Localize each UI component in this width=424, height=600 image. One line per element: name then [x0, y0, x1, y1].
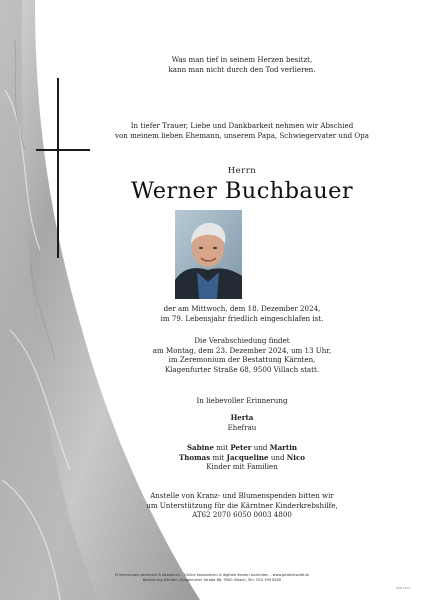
- salutation: Herrn: [227, 166, 257, 176]
- family-row: Thomas mit Jacqueline und Nico: [178, 452, 306, 462]
- death-notice: der am Mittwoch, dem 18. Dezember 2024, im 79. Lebensjahr friedlich eingeschlafen ist.: [160, 304, 324, 323]
- footer-info: Erinnerungen sammeln & bewahren – Online kondolieren & digitale Kerzen anzünden – www.gedenkseite.at Bestattung Kärnten, Klagenfurter Straße 68, 9500 Villach, Tel.: 050 199 6500: [115, 573, 309, 582]
- spouse-role: Ehefrau: [227, 423, 257, 432]
- farewell-info: Die Verabschiedung findet am Montag, dem 23. Dezember 2024, um 13 Uhr, im Zeremonium der Bestattung Kärnten, Klagenfurter Straße 68, 9500 Villach statt.: [152, 336, 332, 374]
- family-row: Kinder mit Familien: [206, 462, 278, 472]
- spouse-name: Herta: [230, 413, 254, 422]
- donation-request: Anstelle von Kranz- und Blumenspenden bitten wir um Unterstützung für die Kärntner Kinderkrebshilfe, AT62 2070 6050 0003 4800: [146, 491, 338, 520]
- cross-horizontal-bar: [36, 149, 90, 151]
- portrait-photo: [175, 210, 242, 299]
- intro-text: In tiefer Trauer, Liebe und Dankbarkeit nehmen wir Abschied von meinem lieben Ehemann, unserem Papa, Schwiegervater und Opa: [115, 121, 369, 140]
- document-code: BVP 5120: [396, 586, 410, 590]
- deceased-name: Werner Buchbauer: [131, 178, 353, 204]
- cross-vertical-bar: [57, 78, 59, 258]
- memory-intro: In liebevoller Erinnerung: [196, 396, 288, 405]
- family-list: [92, 443, 392, 472]
- motto: Was man tief in seinem Herzen besitzt, kann man nicht durch den Tod verlieren.: [168, 55, 316, 74]
- family-row: Sabine mit Peter und Martin: [186, 443, 298, 452]
